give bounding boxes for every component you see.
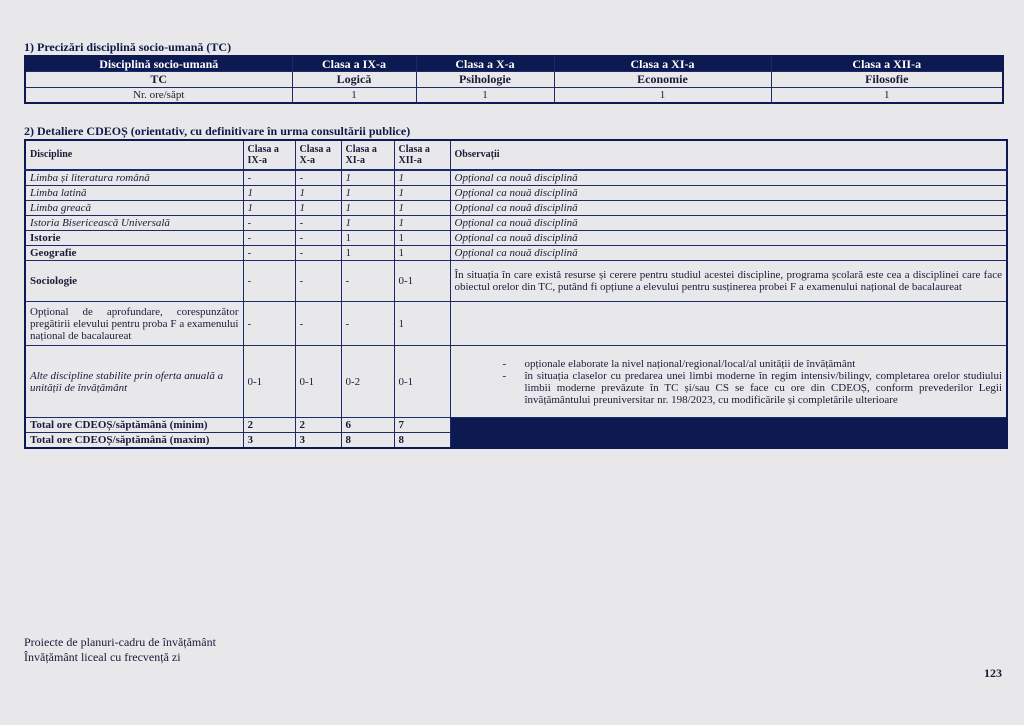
section1-title: 1) Precizări disciplină socio-umană (TC) <box>24 40 232 54</box>
cell-c10: - <box>295 261 341 302</box>
cell-c11: 1 <box>341 201 394 216</box>
cell-c10: - <box>295 302 341 346</box>
table-row <box>25 261 1007 302</box>
discipline-name: Istorie <box>25 231 243 246</box>
cell-c9: - <box>243 246 295 261</box>
table-header-row <box>25 140 1007 170</box>
cell-c12: 1 <box>394 231 450 246</box>
cell-c9: 2 <box>243 418 295 433</box>
table-row <box>25 216 1007 231</box>
total-label: Total ore CDEOȘ/săptămână (minim) <box>25 418 243 433</box>
table-row <box>25 186 1007 201</box>
cell-c9: 1 <box>243 201 295 216</box>
cell-c10: 2 <box>295 418 341 433</box>
discipline-name: Limba latină <box>25 186 243 201</box>
cell-c9: 3 <box>243 433 295 449</box>
discipline-name: Geografie <box>25 246 243 261</box>
cell-c12: 1 <box>394 302 450 346</box>
cell-c12: 1 <box>394 216 450 231</box>
cell-c12: 7 <box>394 418 450 433</box>
cell-obs <box>450 346 1007 418</box>
table-row <box>25 201 1007 216</box>
cell-c10: 0-1 <box>295 346 341 418</box>
subject-cell: Psihologie <box>416 71 554 87</box>
list-item: - în situația claselor cu predarea unei limbi moderne în regim intensiv/bilingv, completarea orelor studiului limbii moderne prevăzute în TC și/sau CS se face cu ore din CDEOȘ, conform prevederilor Legii învățământului preuniversitar nr. 198/2023, cu modificările și completările ulterioare <box>503 370 1003 406</box>
cell-c9: 1 <box>243 186 295 201</box>
table-row <box>25 246 1007 261</box>
cell-c12: 1 <box>394 170 450 186</box>
cell-c9: 0-1 <box>243 346 295 418</box>
discipline-name: Alte discipline stabilite prin oferta anuală a unității de învățământ <box>25 346 243 418</box>
table-row <box>25 71 1003 87</box>
total-label: Total ore CDEOȘ/săptămână (maxim) <box>25 433 243 449</box>
header-cell: Clasa a X-a <box>416 56 554 71</box>
cell-obs: Opțional ca nouă disciplină <box>450 216 1007 231</box>
cell-c9: - <box>243 231 295 246</box>
subject-cell: Logică <box>292 71 416 87</box>
cell-obs: Opțional ca nouă disciplină <box>450 170 1007 186</box>
cell-c10: 1 <box>295 201 341 216</box>
cell-c11: 1 <box>341 216 394 231</box>
hours-cell: 1 <box>416 87 554 103</box>
hours-cell: 1 <box>771 87 1003 103</box>
cell-c12: 0-1 <box>394 346 450 418</box>
cell-c12: 1 <box>394 201 450 216</box>
cell-c11: 0-2 <box>341 346 394 418</box>
cell-c11: - <box>341 261 394 302</box>
table-row <box>25 87 1003 103</box>
header-class-12: Clasa a XII-a <box>394 140 450 170</box>
subject-cell: Economie <box>554 71 771 87</box>
list-item: - opționale elaborate la nivel național/regional/local/al unității de învățământ <box>503 358 1003 370</box>
socio-umana-table <box>24 55 1004 104</box>
cell-c10: - <box>295 216 341 231</box>
cell-c10: 3 <box>295 433 341 449</box>
cell-c9: - <box>243 216 295 231</box>
table-row <box>25 231 1007 246</box>
cell-c11: - <box>341 302 394 346</box>
header-class-11: Clasa a XI-a <box>341 140 394 170</box>
header-cell: Clasa a XI-a <box>554 56 771 71</box>
section2-title: 2) Detaliere CDEOȘ (orientativ, cu definitivare în urma consultării publice) <box>24 124 411 138</box>
header-discipline: Discipline <box>25 140 243 170</box>
header-cell: Clasa a XII-a <box>771 56 1003 71</box>
observations-list <box>455 358 1003 406</box>
cell-c10: - <box>295 246 341 261</box>
cell-c10: - <box>295 231 341 246</box>
table-row <box>25 170 1007 186</box>
header-class-9: Clasa a IX-a <box>243 140 295 170</box>
subject-cell: TC <box>25 71 292 87</box>
cell-c11: 6 <box>341 418 394 433</box>
cell-c11: 1 <box>341 231 394 246</box>
cell-obs: În situația în care există resurse și cerere pentru studiul acestei discipline, programa școlară este cea a disciplinei care face obiectul orelor din TC, putând fi opțiune a elevului pentru susținerea probei F a examenului național de bacalaureat <box>450 261 1007 302</box>
cell-c9: - <box>243 261 295 302</box>
cell-c12: 1 <box>394 186 450 201</box>
cell-c9: - <box>243 170 295 186</box>
hours-cell: Nr. ore/săpt <box>25 87 292 103</box>
hours-cell: 1 <box>554 87 771 103</box>
page-number: 123 <box>984 666 1002 680</box>
cell-c9: - <box>243 302 295 346</box>
cell-c11: 1 <box>341 170 394 186</box>
filled-cell <box>450 418 1007 449</box>
cell-c12: 1 <box>394 246 450 261</box>
cell-c12: 8 <box>394 433 450 449</box>
discipline-name: Sociologie <box>25 261 243 302</box>
footer-line-2: Învățământ liceal cu frecvență zi <box>24 650 181 664</box>
table-row <box>25 302 1007 346</box>
cell-c11: 8 <box>341 433 394 449</box>
cell-obs: Opțional ca nouă disciplină <box>450 186 1007 201</box>
cdeos-table <box>24 139 1008 449</box>
table-header-row <box>25 56 1003 71</box>
discipline-name: Opțional de aprofundare, corespunzător pregătirii elevului pentru proba F a examenului național de bacalaureat <box>25 302 243 346</box>
cell-obs: Opțional ca nouă disciplină <box>450 246 1007 261</box>
header-cell: Clasa a IX-a <box>292 56 416 71</box>
cell-obs <box>450 302 1007 346</box>
discipline-name: Limba și literatura română <box>25 170 243 186</box>
hours-cell: 1 <box>292 87 416 103</box>
discipline-name: Istoria Bisericească Universală <box>25 216 243 231</box>
cell-c10: - <box>295 170 341 186</box>
discipline-name: Limba greacă <box>25 201 243 216</box>
table-row <box>25 346 1007 418</box>
cell-obs: Opțional ca nouă disciplină <box>450 201 1007 216</box>
cell-obs: Opțional ca nouă disciplină <box>450 231 1007 246</box>
header-observatii: Observații <box>450 140 1007 170</box>
total-min-row <box>25 418 1007 433</box>
cell-c10: 1 <box>295 186 341 201</box>
subject-cell: Filosofie <box>771 71 1003 87</box>
header-cell: Disciplină socio-umană <box>25 56 292 71</box>
cell-c12: 0-1 <box>394 261 450 302</box>
cell-c11: 1 <box>341 186 394 201</box>
footer-line-1: Proiecte de planuri-cadru de învățământ <box>24 635 216 649</box>
cell-c11: 1 <box>341 246 394 261</box>
header-class-10: Clasa a X-a <box>295 140 341 170</box>
